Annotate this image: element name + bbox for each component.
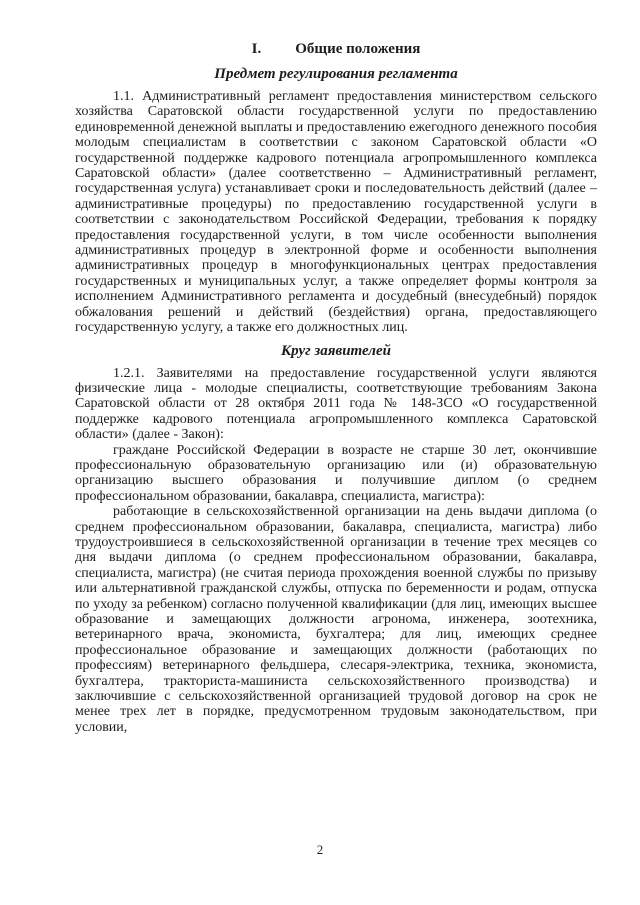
paragraph-working: работающие в сельскохозяйственной организации на день выдачи диплома (о среднем профессиональном образовании, бакалавра, специалиста, магистра) либо трудоустроившиеся в сельскохозяйственной организации в течение трех месяцев со дня выдачи диплома (о среднем профессиональном образовании, бакалавра, специалиста, магистра) (не считая периода прохождения военной службы по призыву или альтернативной гражданской службы, отпуска по беременности и родам, отпуска по уходу за ребенком) согласно полученной квалификации (для лиц, имеющих высшее образование и замещающих должности агронома, инженера, зоотехника, ветеринарного врача, экономиста, бухгалтера; для лиц, имеющих среднее профессиональное образование и замещающих должности (работающих по профессиям) ветеринарного фельдшера, слесаря-электрика, техника, экономиста, бухгалтера, тракториста-машиниста сельскохозяйственного производства) и заключившие с сельскохозяйственной организацией трудовой договор на срок не менее трех лет в порядке, предусмотренном трудовым законодательством, при условии,	[75, 504, 597, 735]
subtitle-regulation-subject: Предмет регулирования регламента	[214, 66, 458, 82]
section-title: Общие положения	[295, 41, 421, 57]
subtitle-applicants: Круг заявителей	[281, 342, 391, 359]
section-number: I.	[251, 41, 262, 57]
section-heading	[75, 40, 597, 58]
page-number: 2	[316, 842, 324, 857]
paragraph-1-1: 1.1. Административный регламент предоставления министерством сельского хозяйства Саратовской области государственной услуги по предоставлению единовременной денежной выплаты и предоставлению ежегодного денежного пособия молодым специалистам в соответствии с законом Саратовской области «О государственной поддержке кадрового потенциала агропромышленного комплекса Саратовской области» (далее соответственно – Административный регламент, государственная услуга) устанавливает сроки и последовательность действий (далее – административные процедуры) по предоставлению государственной услуги в соответствии с законодательством Российской Федерации, требования к порядку предоставления государственной услуги, в том числе особенности выполнения административных процедур в электронной форме и особенности выполнения административных процедур в многофункциональных центрах предоставления государственных и муниципальных услуг, а также определяет формы контроля за исполнением Административного регламента и досудебный (внесудебный) порядок обжалования решений и действий (бездействия) органа, предоставляющего государственную услугу, а также его должностных лиц.	[75, 89, 597, 336]
page-content	[75, 40, 597, 735]
paragraph-citizens: граждане Российской Федерации в возрасте не старше 30 лет, окончившие профессиональную образовательную организацию или (и) образовательную организацию высшего образования и получившие диплом (о среднем профессиональном образовании, бакалавра, специалиста, магистра):	[75, 442, 597, 504]
paragraph-1-2-1: 1.2.1. Заявителями на предоставление государственной услуги являются физические лица - молодые специалисты, соответствующие требованиям Закона Саратовской области от 28 октября 2011 года № 148-ЗСО «О государственной поддержке кадрового потенциала агропромышленного комплекса Саратовской области» (далее - Закон):	[75, 365, 597, 443]
